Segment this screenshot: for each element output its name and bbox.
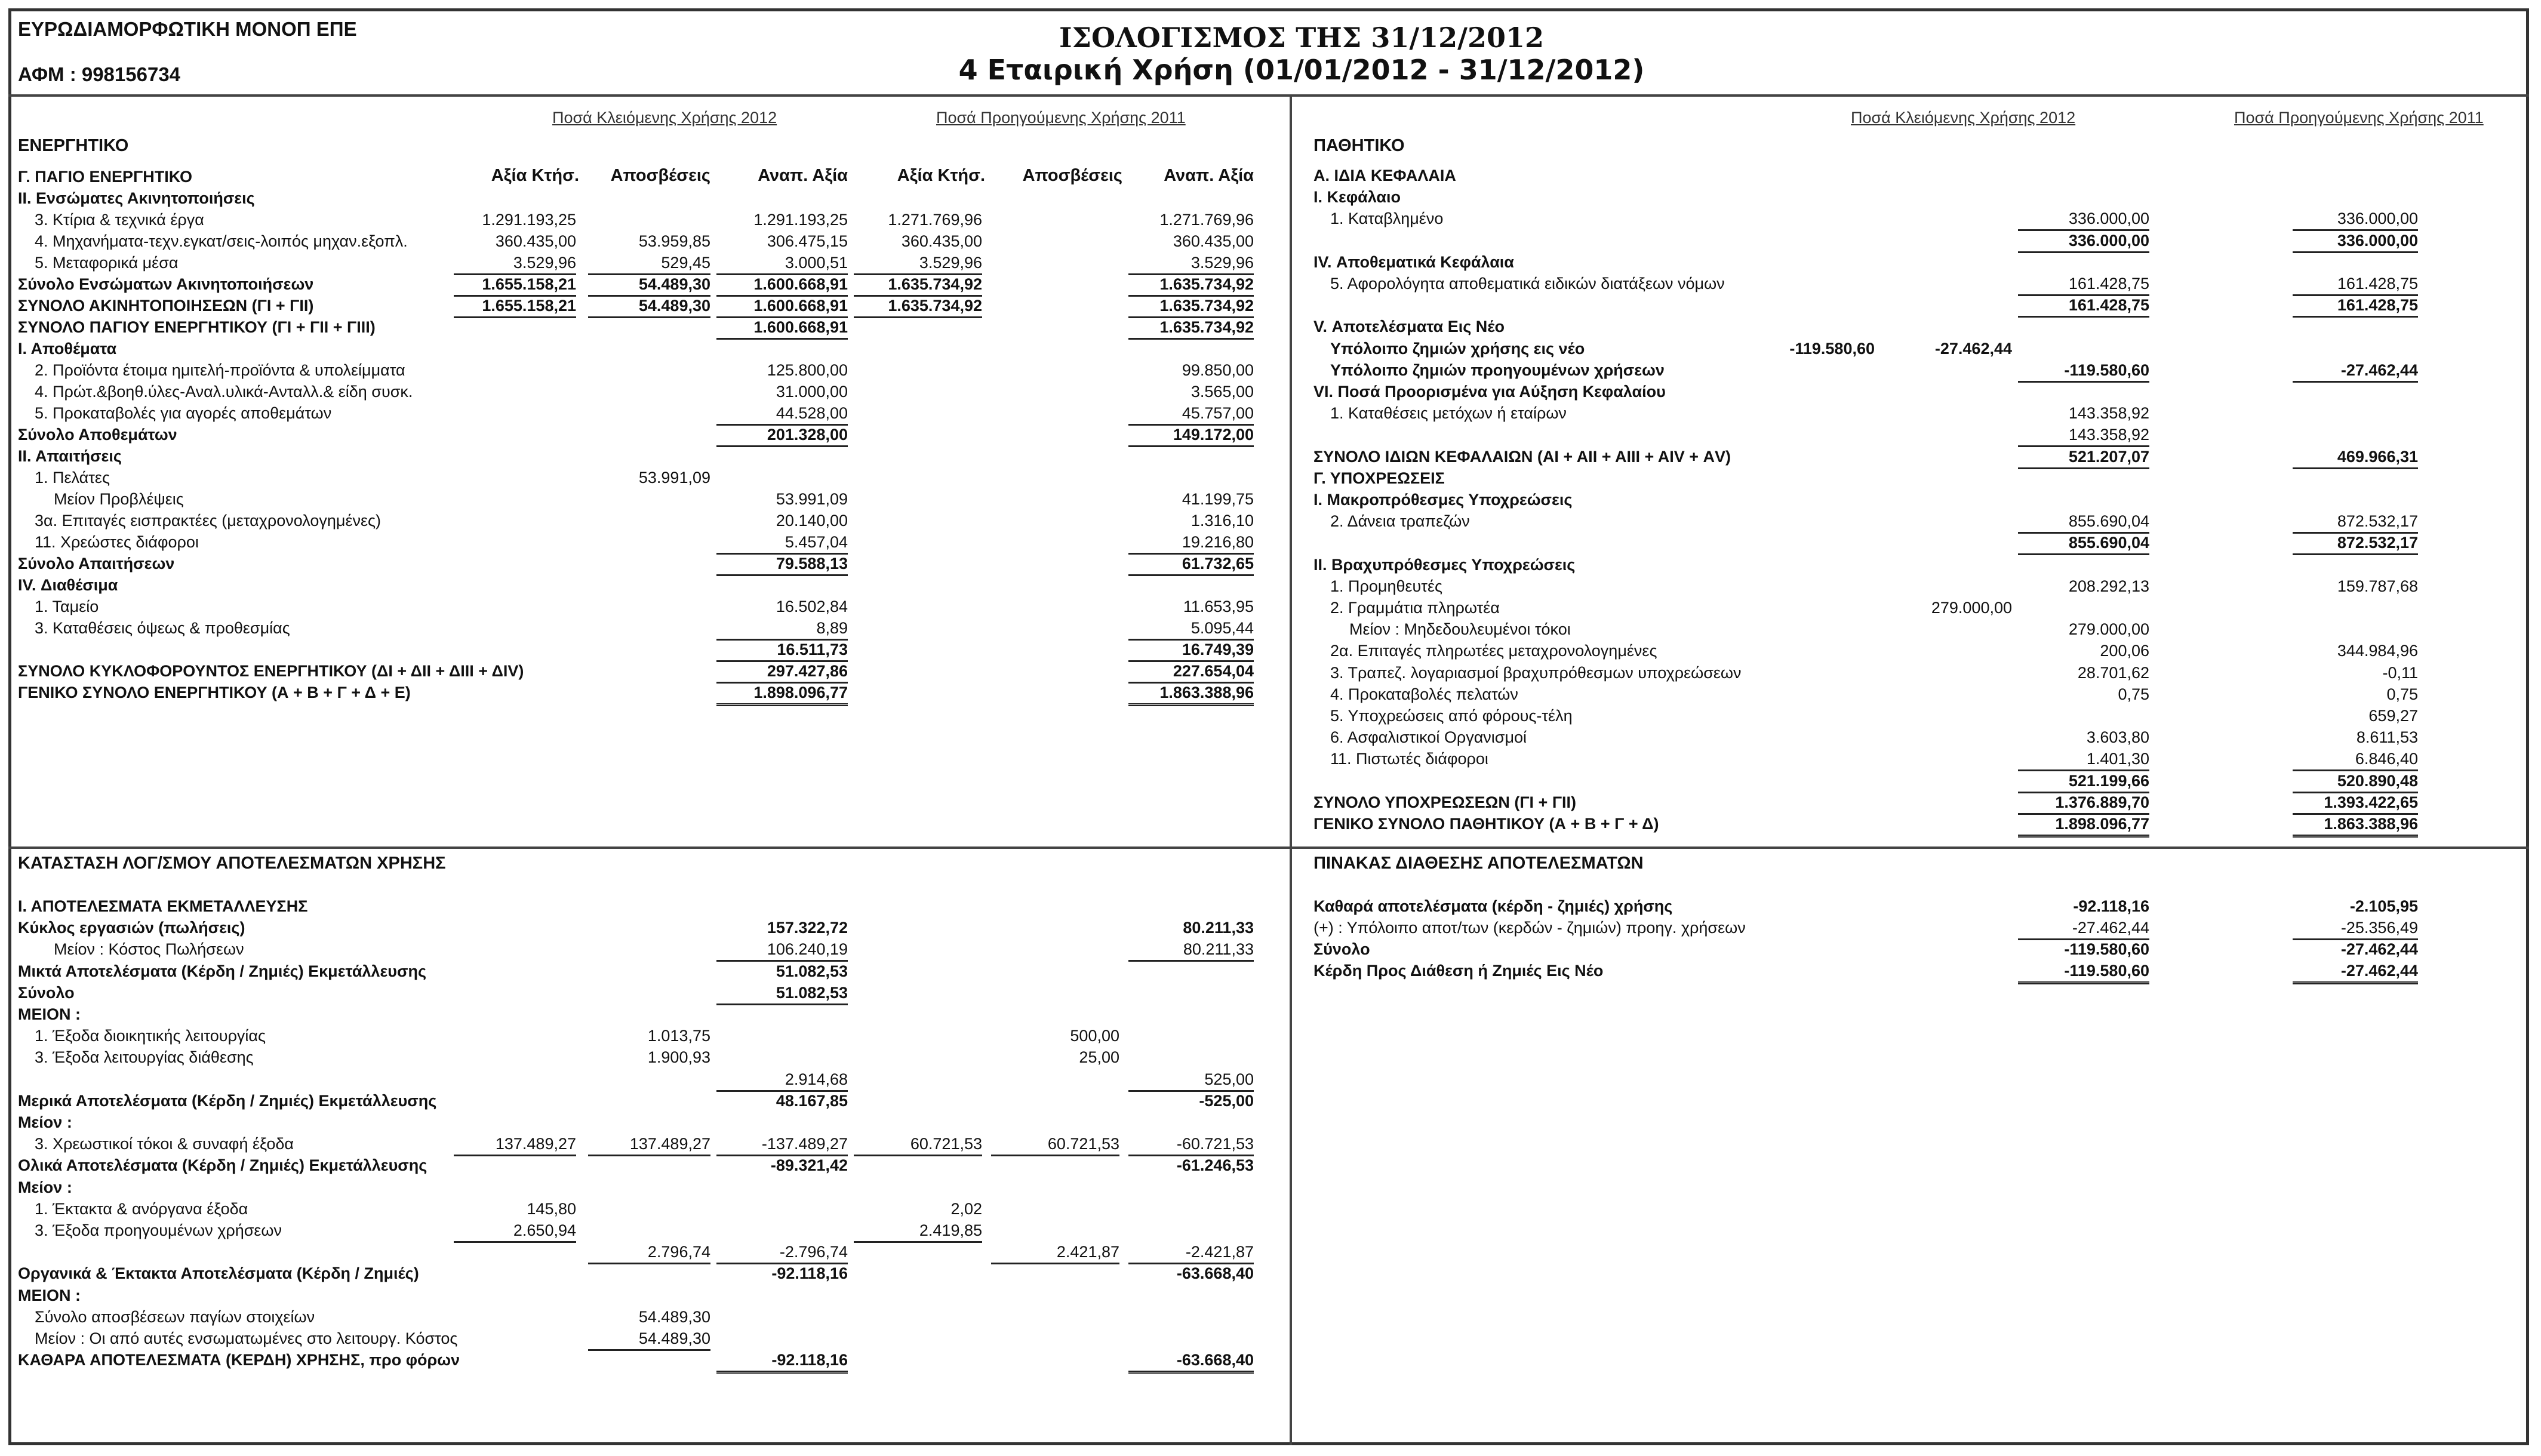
income-row-value: 2.796,74 [588, 1241, 710, 1264]
asset-row-value: 1.600.668,91 [716, 295, 848, 318]
income-row [0, 1285, 2541, 1306]
income-row-value: 60.721,53 [991, 1133, 1119, 1156]
liability-row-label: V. Αποτελέσματα Εις Νέο [1313, 318, 1505, 336]
liability-row [0, 813, 2541, 835]
liability-row [0, 554, 2541, 575]
income-row [0, 1112, 2541, 1133]
distribution-row-value: -25.356,49 [2293, 917, 2418, 940]
income-row-value: -60.721,53 [1128, 1133, 1254, 1156]
liability-row-label: Υπόλοιπο ζημιών χρήσης εις νέο [1330, 339, 1585, 358]
liability-row-value: 161.428,75 [2293, 294, 2418, 318]
liability-row-value: 161.428,75 [2018, 273, 2149, 296]
asset-row-value: 1.635.734,92 [1128, 273, 1254, 297]
income-row [0, 1306, 2541, 1328]
liability-row-label: 5. Υποχρεώσεις από φόρους-τέλη [1330, 707, 1573, 725]
liability-row-value: 469.966,31 [2293, 446, 2418, 469]
liability-row-label: 4. Προκαταβολές πελατών [1330, 685, 1518, 703]
income-row-label: Σύνολο [18, 983, 75, 1002]
liability-row [0, 424, 2541, 445]
distribution-row-value: -119.580,60 [2018, 960, 2149, 984]
liability-row [0, 402, 2541, 424]
liability-row [0, 294, 2541, 316]
liability-row-value: 3.603,80 [2086, 728, 2149, 747]
income-row-value: -137.489,27 [716, 1133, 848, 1156]
asset-row-label: Ι. Αποθέματα [18, 340, 117, 358]
liability-row-value: -0,11 [2382, 663, 2418, 682]
income-row-label: Ι. ΑΠΟΤΕΛΕΣΜΑΤΑ ΕΚΜΕΤΑΛΛΕΥΣΗΣ [18, 897, 308, 915]
assets-col-header: Αναπ. Αξία [1164, 166, 1254, 185]
asset-row-value: 1.635.734,92 [854, 295, 982, 318]
asset-row-value: 1.600.668,91 [716, 273, 848, 297]
liability-row-value: 872.532,17 [2293, 510, 2418, 534]
asset-row-value: 3.000,51 [716, 252, 848, 275]
asset-row-value: 79.588,13 [716, 553, 848, 576]
liability-row-value: 1.376.889,70 [2018, 792, 2149, 815]
income-row-label: Κύκλος εργασιών (πωλήσεις) [18, 919, 245, 937]
distribution-row-label: Σύνολο [1313, 940, 1370, 958]
liability-row [0, 532, 2541, 553]
asset-row-label: ΙΙ. Απαιτήσεις [18, 447, 122, 465]
liability-row [0, 727, 2541, 748]
liability-row [0, 640, 2541, 661]
asset-row-label: ΣΥΝΟΛΟ ΠΑΓΙΟΥ ΕΝΕΡΓΗΤΙΚΟΥ (ΓΙ + ΓΙΙ + ΓΙΙΙ) [18, 318, 376, 336]
liability-row [0, 208, 2541, 229]
liability-row-value: 159.787,68 [2337, 577, 2418, 595]
asset-row-label: 3. Καταθέσεις όψεως & προθεσμίας [35, 619, 290, 637]
income-row [0, 1069, 2541, 1090]
liability-row-label: ΣΥΝΟΛΟ ΥΠΟΧΡΕΩΣΕΩΝ (ΓΙ + ΓΙΙ) [1313, 793, 1577, 811]
distribution-row-value: -27.462,44 [2018, 917, 2149, 940]
income-row-label: 3. Χρεωστικοί τόκοι & συναφή έξοδα [35, 1135, 294, 1153]
income-row-value: 80.211,33 [1183, 919, 1254, 937]
asset-row-value: 297.427,86 [716, 660, 848, 684]
asset-row-value: 1.600.668,91 [716, 316, 848, 340]
liability-row-label: 6. Ασφαλιστικοί Οργανισμοί [1330, 728, 1527, 747]
income-row [0, 1328, 2541, 1349]
income-row-value: 145,80 [527, 1199, 576, 1218]
income-row-value: 25,00 [1079, 1048, 1119, 1067]
income-row-value: -89.321,42 [770, 1156, 848, 1175]
liability-row [0, 684, 2541, 705]
asset-row-value: 53.959,85 [638, 232, 710, 250]
assets-title: ΕΝΕΡΓΗΤΙΚΟ [18, 136, 129, 155]
distribution-row-label: Κέρδη Προς Διάθεση ή Ζημιές Εις Νέο [1313, 962, 1604, 980]
income-row-value: -63.668,40 [1176, 1264, 1254, 1283]
distribution-row [0, 960, 2541, 981]
asset-row-label: ΣΥΝΟΛΟ ΑΚΙΝΗΤΟΠΟΙΗΣΕΩΝ (ΓΙ + ΓΙΙ) [18, 297, 314, 315]
income-row-label: Οργανικά & Έκτακτα Αποτελέσματα (Κέρδη / Ζημιές) [18, 1264, 419, 1283]
income-row-label: Σύνολο αποσβέσεων παγίων στοιχείων [35, 1307, 315, 1326]
income-row [0, 1198, 2541, 1220]
distribution-row-value: -92.118,16 [2073, 897, 2149, 915]
asset-row-label: Γ. ΠΑΓΙΟ ΕΝΕΡΓΗΤΙΚΟ [18, 168, 193, 186]
liability-row-value: 855.690,04 [2018, 532, 2149, 555]
income-row-value: 54.489,30 [588, 1328, 710, 1351]
income-row-value: 2,02 [950, 1199, 982, 1218]
asset-row-value: 45.757,00 [1128, 402, 1254, 426]
liability-row [0, 489, 2541, 510]
asset-row-label: ΙΙ. Ενσώματες Ακινητοποιήσεις [18, 189, 255, 207]
liability-row-value: 28.701,62 [2077, 663, 2149, 682]
report-title [866, 21, 1737, 86]
asset-row-value: 1.271.769,96 [1159, 211, 1254, 229]
liability-row [0, 597, 2541, 618]
income-row-value: 48.167,85 [776, 1091, 848, 1110]
asset-row-value: 1.655.158,21 [454, 295, 576, 318]
income-row-value: -92.118,16 [771, 1264, 848, 1283]
asset-row-value: 11.653,95 [1183, 598, 1254, 615]
liability-row-label: Ι. Κεφάλαιο [1313, 188, 1401, 207]
asset-row-value: 3.565,00 [1190, 383, 1254, 401]
asset-row-value: 1.635.734,92 [854, 273, 982, 297]
fiscal-period: 4 Εταιρική Χρήση (01/01/2012 - 31/12/2012) [958, 54, 1645, 86]
asset-row-value: 19.216,80 [1128, 531, 1254, 555]
liability-row-label: 11. Πιστωτές διάφοροι [1330, 750, 1488, 768]
liability-row-label: 3. Τραπεζ. λογαριασμοί βραχυπρόθεσμων υποχρεώσεων [1330, 663, 1742, 682]
income-row-label: ΚΑΘΑΡΑ ΑΠΟΤΕΛΕΣΜΑΤΑ (ΚΕΡΔΗ) ΧΡΗΣΗΣ, προ φόρων [18, 1351, 460, 1369]
asset-row-value: 227.654,04 [1128, 660, 1254, 684]
income-row-value: -63.668,40 [1128, 1349, 1254, 1374]
asset-row-value: 41.199,75 [1182, 490, 1254, 508]
asset-row-value: 16.511,73 [716, 639, 848, 662]
liability-row [0, 381, 2541, 402]
asset-row-label: Σύνολο Αποθεμάτων [18, 426, 177, 444]
distribution-row [0, 938, 2541, 960]
section-divider [8, 846, 2529, 849]
asset-row-label: 4. Μηχανήματα-τεχν.εγκατ/σεις-λοιπός μηχαν.εξοπλ. [35, 232, 408, 250]
liability-row-label: 1. Καταθέσεις μετόχων ή εταίρων [1330, 404, 1567, 423]
income-row-value: 157.322,72 [767, 919, 848, 937]
income-row-value: 2.914,68 [716, 1069, 848, 1092]
income-row [0, 1241, 2541, 1263]
liability-row-value: 520.890,48 [2293, 770, 2418, 793]
liability-row-label: 2. Δάνεια τραπεζών [1330, 512, 1470, 531]
asset-row-label: ΙV. Διαθέσιμα [18, 576, 118, 594]
liability-row [0, 338, 2541, 359]
liability-row-value: 344.984,96 [2337, 642, 2418, 660]
asset-row-label: 1. Ταμείο [35, 598, 99, 615]
distribution-row-value: -119.580,60 [2064, 940, 2149, 958]
distribution-row-value: -27.462,44 [2293, 960, 2418, 984]
liabilities-current-period-header: Ποσά Κλειόμενης Χρήσης 2012 [1851, 109, 2076, 127]
income-row-label: Μείον : [18, 1178, 72, 1196]
liability-row-value: 336.000,00 [2018, 208, 2149, 231]
liability-row-value: -119.580,60 [2018, 359, 2149, 383]
asset-row-value: 1.655.158,21 [454, 273, 576, 297]
liabilities-title: ΠΑΘΗΤΙΚΟ [1313, 136, 1405, 155]
income-row-value: 500,00 [1070, 1027, 1119, 1045]
tax-id: ΑΦΜ : 998156734 [18, 63, 181, 85]
liability-row-value: 1.898.096,77 [2018, 813, 2149, 838]
income-row [0, 1220, 2541, 1241]
asset-row-value: 8,89 [716, 617, 848, 641]
liability-row-label: Γ. ΥΠΟΧΡΕΩΣΕΙΣ [1313, 469, 1445, 487]
asset-row-value: 1.271.769,96 [888, 211, 982, 229]
distribution-title: ΠΙΝΑΚΑΣ ΔΙΑΘΕΣΗΣ ΑΠΟΤΕΛΕΣΜΑΤΩΝ [1313, 854, 1644, 873]
assets-col-header: Αποσβέσεις [610, 166, 710, 185]
asset-row-value: 1.635.734,92 [1128, 316, 1254, 340]
asset-row-value: 3.529,96 [1128, 252, 1254, 275]
liability-row-value: 143.358,92 [2068, 404, 2149, 423]
asset-row-label: 5. Προκαταβολές για αγορές αποθεμάτων [35, 404, 332, 422]
assets-col-header: Αποσβέσεις [1022, 166, 1122, 185]
liability-row-label: ΙV. Αποθεματικά Κεφάλαια [1313, 253, 1514, 271]
asset-row-label: 3. Κτίρια & τεχνικά έργα [35, 211, 204, 229]
asset-row-label: ΣΥΝΟΛΟ ΚΥΚΛΟΦΟΡΟΥΝΤΟΣ ΕΝΕΡΓΗΤΙΚΟΥ (ΔΙ + ΔΙΙ + ΔΙΙΙ + ΔΙV) [18, 662, 524, 680]
liability-row-label: 1. Προμηθευτές [1330, 577, 1442, 595]
asset-row-label: 11. Χρεώστες διάφοροι [35, 533, 199, 551]
liability-row [0, 705, 2541, 727]
income-row-label: Μείον : Οι από αυτές ενσωματωμένες στο λειτουργ. Κόστος [35, 1329, 458, 1347]
liability-row-label: Υπόλοιπο ζημιών προηγουμένων χρήσεων [1330, 361, 1665, 379]
asset-row-value: 44.528,00 [716, 402, 848, 426]
income-row [0, 1155, 2541, 1176]
liability-row [0, 662, 2541, 684]
income-row-value: -61.246,53 [1176, 1156, 1254, 1175]
income-row-label: 3. Έξοδα λειτουργίας διάθεσης [35, 1048, 254, 1067]
liability-row-value: 521.199,66 [2018, 770, 2149, 793]
asset-row-value: 61.732,65 [1128, 553, 1254, 576]
asset-row-value: 1.863.388,96 [1128, 682, 1254, 706]
liability-row-value: 161.428,75 [2018, 294, 2149, 318]
liability-row-value: 0,75 [2118, 685, 2149, 703]
liability-row-value: 872.532,17 [2293, 532, 2418, 555]
income-row-value: 106.240,19 [716, 938, 848, 962]
income-row-value: 137.489,27 [454, 1133, 576, 1156]
liability-row-label: Α. ΙΔΙΑ ΚΕΦΑΛΑΙΑ [1313, 167, 1456, 184]
income-row-value: -2.421,87 [1128, 1241, 1254, 1264]
asset-row-value: 99.850,00 [1182, 361, 1254, 379]
distribution-row [0, 917, 2541, 938]
liability-row-value: 1.393.422,65 [2293, 792, 2418, 815]
liability-row-label: Ι. Μακροπρόθεσμες Υποχρεώσεις [1313, 491, 1573, 509]
income-row-label: 1. Έκτακτα & ανόργανα έξοδα [35, 1199, 248, 1218]
liability-row-label: 2. Γραμμάτια πληρωτέα [1330, 599, 1500, 617]
asset-row-value: 149.172,00 [1128, 424, 1254, 447]
asset-row-value: 1.316,10 [1190, 512, 1254, 530]
assets-col-header: Αξία Κτήσ. [491, 166, 579, 185]
income-row [0, 1025, 2541, 1046]
liability-row [0, 359, 2541, 381]
income-row-value: -525,00 [1199, 1091, 1254, 1110]
liability-row [0, 575, 2541, 597]
asset-row-label: 4. Πρώτ.&βοηθ.ύλες-Αναλ.υλικά-Ανταλλ.& είδη συσκ. [35, 383, 413, 401]
asset-row-value: 1.898.096,77 [716, 682, 848, 706]
income-statement-title: ΚΑΤΑΣΤΑΣΗ ΛΟΓ/ΣΜΟΥ ΑΠΟΤΕΛΕΣΜΑΤΩΝ ΧΡΗΣΗΣ [18, 854, 446, 873]
asset-row-value: 5.095,44 [1128, 617, 1254, 641]
distribution-row-label: (+) : Υπόλοιπο αποτ/των (κερδών - ζημιών) προηγ. χρήσεων [1313, 919, 1746, 937]
income-row [0, 982, 2541, 1003]
liability-row [0, 792, 2541, 813]
distribution-row-value: -27.462,44 [2340, 940, 2418, 958]
asset-row-value: 1.291.193,25 [482, 211, 576, 229]
asset-row-label: 3α. Επιταγές εισπρακτέες (μεταχρονολογημένες) [35, 512, 382, 530]
income-row-value: -92.118,16 [716, 1349, 848, 1374]
liability-row [0, 510, 2541, 532]
liability-row [0, 748, 2541, 769]
balance-sheet-title: ΙΣΟΛΟΓΙΣΜΟΣ ΤΗΣ 31/12/2012 [1059, 21, 1544, 54]
income-row-label: Μείον : [18, 1113, 72, 1131]
income-row-label: 1. Έξοδα διοικητικής λειτουργίας [35, 1027, 266, 1045]
income-row-label: ΜΕΙΟΝ : [18, 1286, 81, 1304]
asset-row-value: 54.489,30 [588, 295, 710, 318]
liability-row-value: 143.358,92 [2018, 424, 2149, 447]
asset-row-value: 3.529,96 [454, 252, 576, 275]
income-row [0, 1177, 2541, 1198]
asset-row-label: Σύνολο Ενσώματων Ακινητοποιήσεων [18, 275, 314, 293]
liability-row-value: 336.000,00 [2293, 230, 2418, 253]
asset-row-value: 5.457,04 [716, 531, 848, 555]
assets-col-header: Αξία Κτήσ. [897, 166, 985, 185]
header-divider [8, 94, 2529, 97]
liability-row-label: ΣΥΝΟΛΟ ΙΔΙΩΝ ΚΕΦΑΛΑΙΩΝ (ΑΙ + ΑΙΙ + ΑΙΙΙ + ΑΙV + ΑV) [1313, 447, 1731, 466]
income-row-value: 51.082,53 [716, 982, 848, 1005]
income-row-label: Μικτά Αποτελέσματα (Κέρδη / Ζημιές) Εκμετάλλευσης [18, 962, 426, 980]
income-row-value: 1.900,93 [647, 1048, 710, 1067]
income-row-value: 525,00 [1128, 1069, 1254, 1092]
liability-row-value: 521.207,07 [2018, 446, 2149, 469]
income-row-value: 1.013,75 [647, 1027, 710, 1045]
asset-row-value: 529,45 [588, 252, 710, 275]
income-row-label: Μείον : Κόστος Πωλήσεων [54, 940, 244, 959]
liability-row-value: 659,27 [2368, 707, 2418, 725]
income-row-label: 3. Έξοδα προηγουμένων χρήσεων [35, 1221, 282, 1239]
income-row [0, 1263, 2541, 1284]
income-row [0, 1133, 2541, 1155]
asset-row-value: 360.435,00 [495, 232, 576, 250]
income-row-value: 2.419,85 [854, 1220, 982, 1243]
asset-row-label: 5. Μεταφορικά μέσα [35, 254, 179, 272]
asset-row-label: Σύνολο Απαιτήσεων [18, 555, 175, 572]
liability-row-value: -119.580,60 [1789, 339, 1875, 358]
liability-row [0, 618, 2541, 640]
liability-row-value: 1.863.388,96 [2293, 813, 2418, 838]
liability-row-value: 336.000,00 [2293, 208, 2418, 231]
liability-row [0, 273, 2541, 294]
liability-row-label: 1. Καταβλημένο [1330, 210, 1444, 228]
asset-row-value: 360.435,00 [1173, 232, 1254, 250]
income-row-label: Μερικά Αποτελέσματα (Κέρδη / Ζημιές) Εκμετάλλευσης [18, 1091, 437, 1110]
distribution-row-value: -2.105,95 [2349, 897, 2418, 915]
liability-row-label: VI. Ποσά Προορισμένα για Αύξηση Κεφαλαίου [1313, 383, 1666, 401]
income-row-value: 80.211,33 [1128, 938, 1254, 962]
liability-row-label: 2α. Επιταγές πληρωτέες μεταχρονολογημένες [1330, 642, 1657, 660]
liability-row-value: 8.611,53 [2356, 728, 2418, 747]
liability-row-value: 161.428,75 [2293, 273, 2418, 296]
company-name: ΕΥΡΩΔΙΑΜΟΡΦΩΤΙΚΗ ΜΟΝΟΠ ΕΠΕ [18, 18, 357, 40]
liability-row-value: 1.401,30 [2018, 748, 2149, 771]
liabilities-previous-period-header: Ποσά Προηγούμενης Χρήσης 2011 [2234, 109, 2484, 127]
income-row-value: 137.489,27 [588, 1133, 710, 1156]
asset-row-value: 20.140,00 [776, 512, 848, 530]
liability-row-value: 336.000,00 [2018, 230, 2149, 253]
liability-row [0, 467, 2541, 489]
liability-row-label: 5. Αφορολόγητα αποθεματικά ειδικών διατάξεων νόμων [1330, 275, 1725, 293]
liability-row [0, 316, 2541, 337]
liability-row-value: 0,75 [2386, 685, 2418, 703]
liability-row [0, 251, 2541, 273]
income-row [0, 1090, 2541, 1112]
income-row [0, 1046, 2541, 1068]
asset-row-value: 125.800,00 [767, 361, 848, 379]
asset-row-value: 1.291.193,25 [753, 211, 848, 229]
liability-row-value: 855.690,04 [2018, 510, 2149, 534]
liability-row [0, 446, 2541, 467]
income-row-value: 51.082,53 [776, 962, 848, 980]
income-row [0, 1003, 2541, 1025]
liability-row-value: -27.462,44 [2293, 359, 2418, 383]
liability-row [0, 186, 2541, 208]
asset-row-value: 53.991,09 [776, 490, 848, 508]
asset-row-value: 16.749,39 [1128, 639, 1254, 662]
asset-row-label: 2. Προϊόντα έτοιμα ημιτελή-προϊόντα & υπολείμματα [35, 361, 405, 379]
liability-row [0, 165, 2541, 186]
liability-row-label: Μείον : Μηδεδουλευμένοι τόκοι [1349, 620, 1571, 639]
asset-row-value: 201.328,00 [716, 424, 848, 447]
asset-row-value: 3.529,96 [854, 252, 982, 275]
distribution-row-label: Καθαρά αποτελέσματα (κέρδη - ζημιές) χρήσης [1313, 897, 1673, 915]
asset-row-value: 1.635.734,92 [1128, 295, 1254, 318]
liability-row-value: 208.292,13 [2068, 577, 2149, 595]
asset-row-value: 360.435,00 [901, 232, 982, 250]
income-row [0, 1349, 2541, 1371]
assets-col-header: Αναπ. Αξία [758, 166, 848, 185]
asset-row-label: 1. Πελάτες [35, 469, 110, 487]
income-row-label: Ολικά Αποτελέσματα (Κέρδη / Ζημιές) Εκμετάλλευσης [18, 1156, 427, 1175]
liability-row-value: -27.462,44 [1934, 339, 2012, 358]
income-row-value: 2.421,87 [991, 1241, 1119, 1264]
liability-row [0, 230, 2541, 251]
asset-row-value: 31.000,00 [776, 383, 848, 401]
asset-row-label: Μείον Προβλέψεις [54, 490, 184, 508]
assets-current-period-header: Ποσά Κλειόμενης Χρήσης 2012 [552, 109, 777, 127]
asset-row-value: 54.489,30 [588, 273, 710, 297]
liability-row [0, 770, 2541, 792]
liability-row-value: 200,06 [2100, 642, 2149, 660]
asset-row-value: 306.475,15 [767, 232, 848, 250]
income-row-value: 2.650,94 [454, 1220, 576, 1243]
asset-row-value: 16.502,84 [776, 598, 848, 615]
liability-row-label: ΙΙ. Βραχυπρόθεσμες Υποχρεώσεις [1313, 555, 1576, 574]
distribution-row [0, 895, 2541, 917]
income-row-label: ΜΕΙΟΝ : [18, 1005, 81, 1023]
assets-previous-period-header: Ποσά Προηγούμενης Χρήσης 2011 [936, 109, 1186, 127]
asset-row-label: ΓΕΝΙΚΟ ΣΥΝΟΛΟ ΕΝΕΡΓΗΤΙΚΟΥ (Α + Β + Γ + Δ + Ε) [18, 684, 411, 701]
liability-row-value: 279.000,00 [1931, 599, 2012, 617]
liability-row-label: ΓΕΝΙΚΟ ΣΥΝΟΛΟ ΠΑΘΗΤΙΚΟΥ (Α + Β + Γ + Δ) [1313, 815, 1659, 833]
income-row-value: 60.721,53 [854, 1133, 982, 1156]
income-row-value: -2.796,74 [716, 1241, 848, 1264]
asset-row-value: 53.991,09 [638, 469, 710, 487]
income-row-value: 54.489,30 [638, 1307, 710, 1326]
liability-row-value: 279.000,00 [2068, 620, 2149, 639]
liability-row-value: 6.846,40 [2293, 748, 2418, 771]
